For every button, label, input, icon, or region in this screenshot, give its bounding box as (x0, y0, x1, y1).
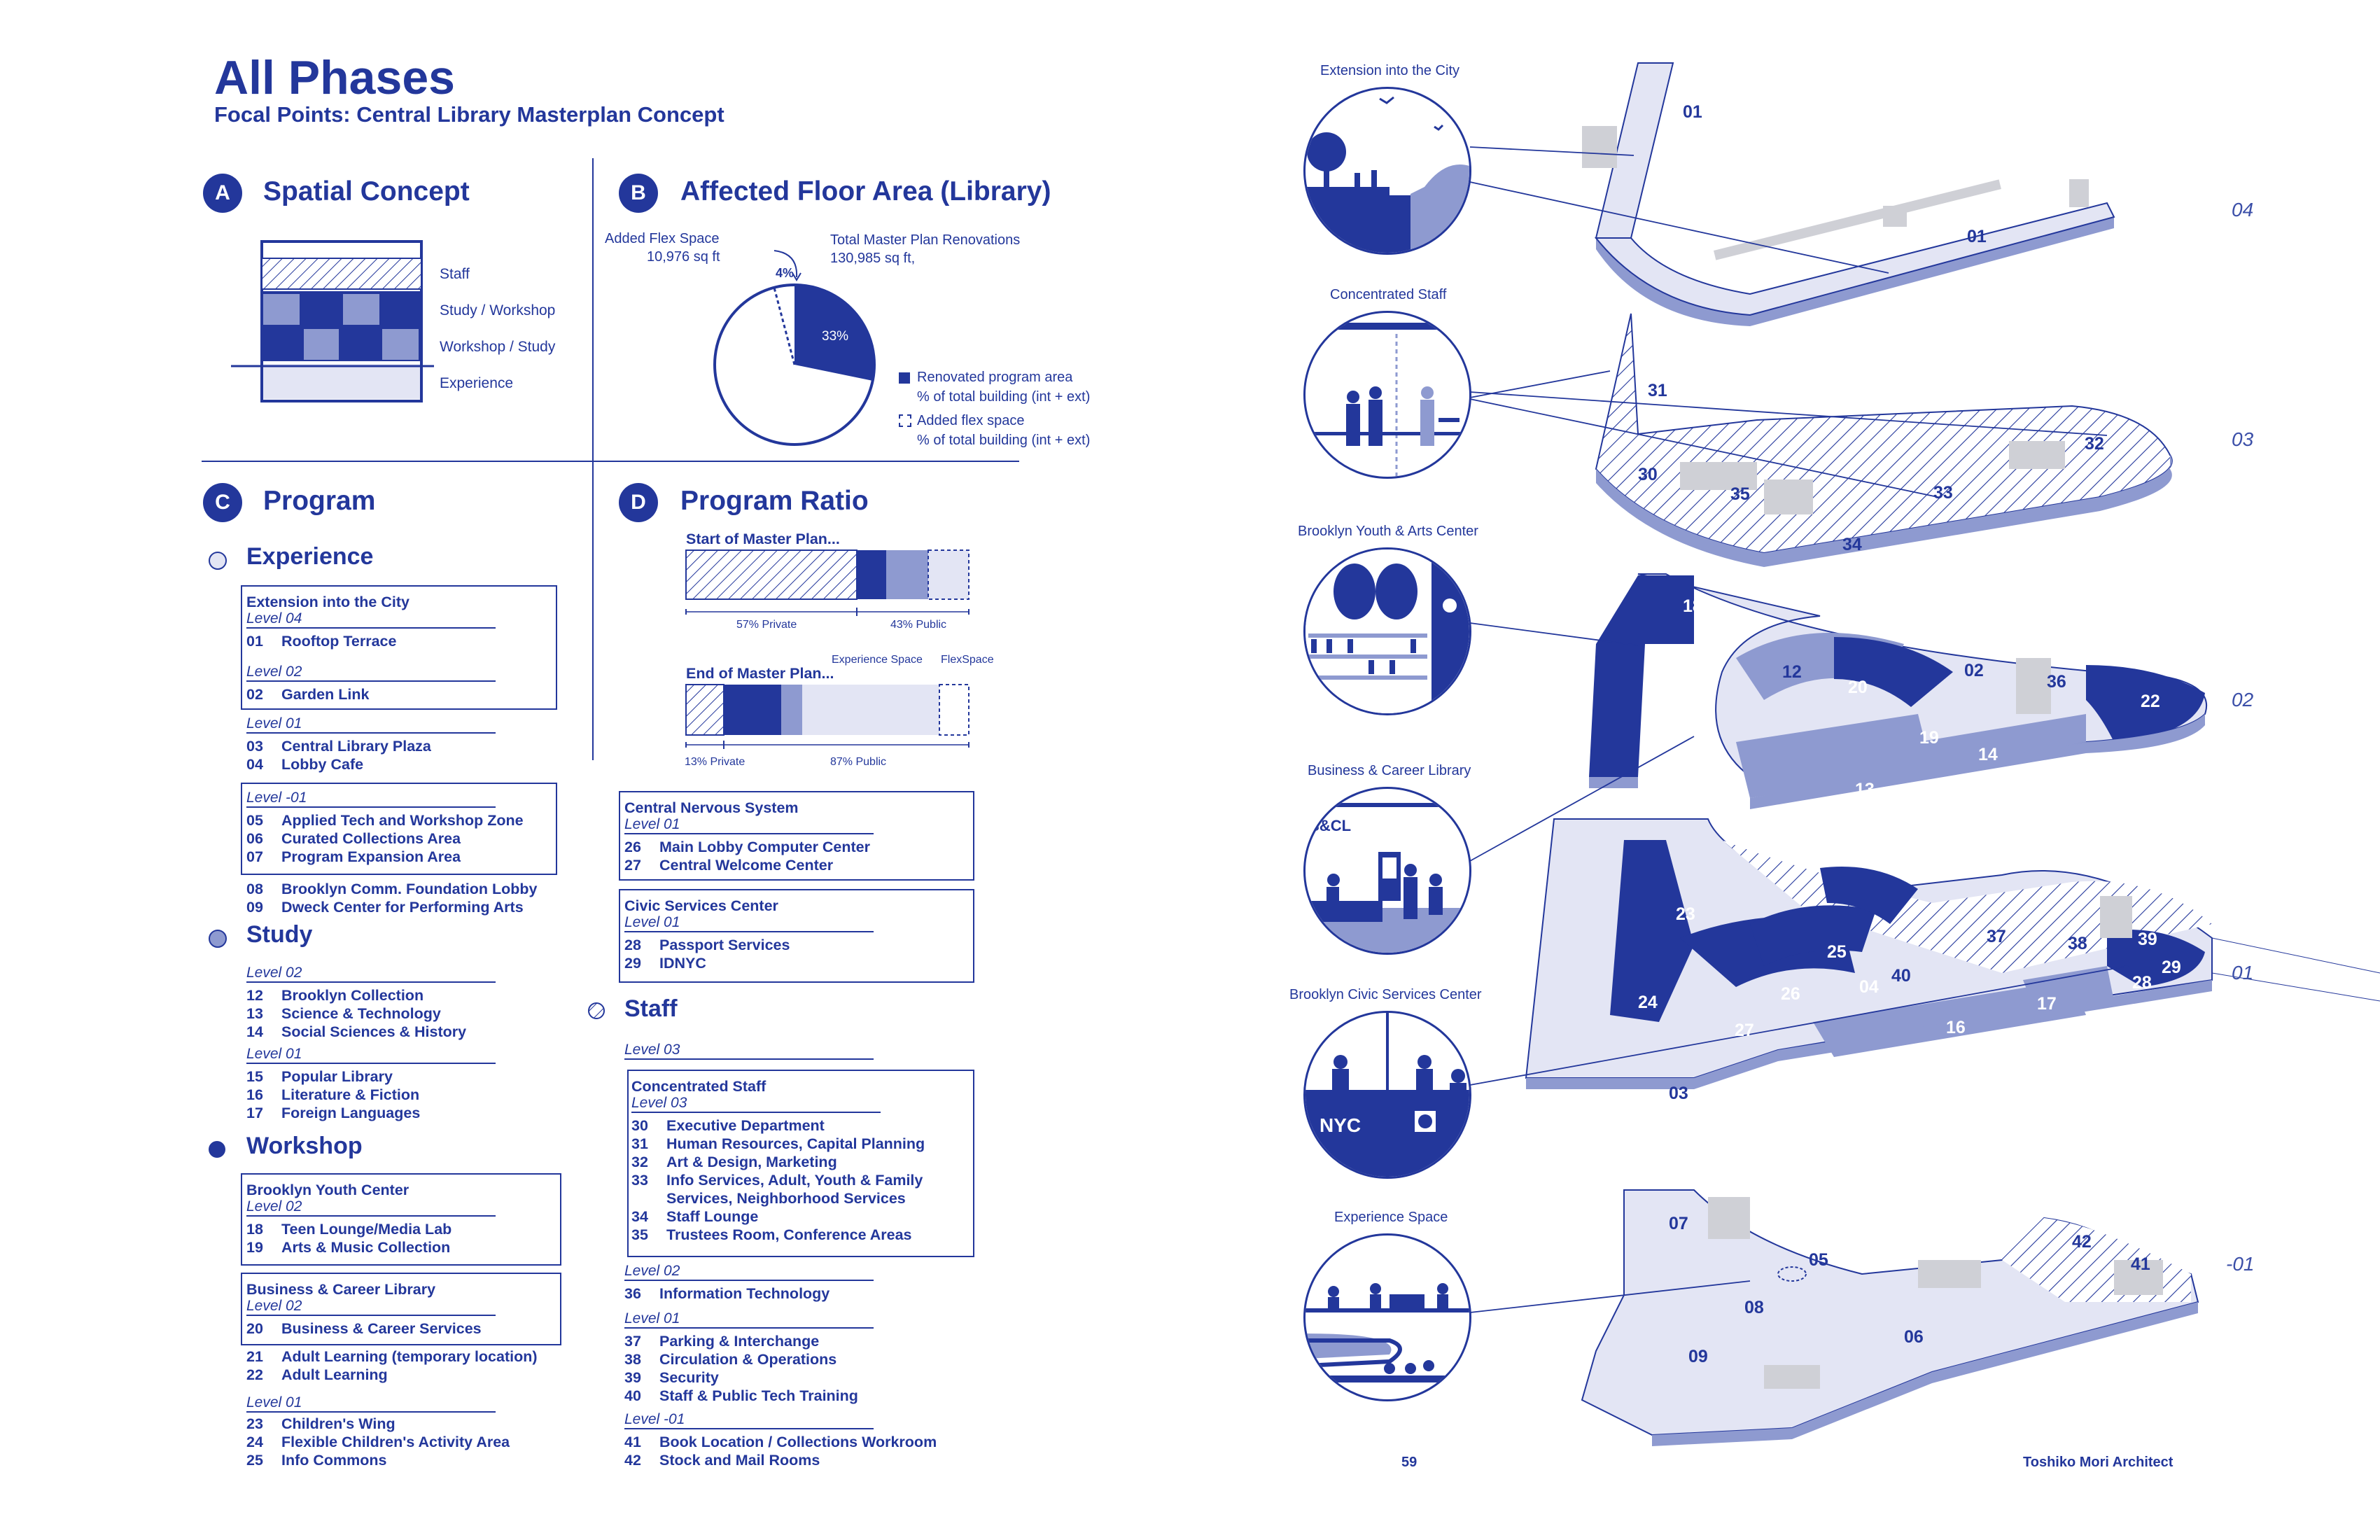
program-row-17: 17 Foreign Languages (246, 1105, 421, 1121)
floor-number-16: 16 (1946, 1018, 1966, 1037)
concentrated-staff-title: Concentrated Staff (631, 1078, 766, 1095)
program-row-35: 35 Trustees Room, Conference Areas (631, 1226, 912, 1243)
level-label: Level 02 (624, 1263, 680, 1279)
level-label-04: 04 (2232, 199, 2254, 220)
ratio-end-public: 87% Public (830, 756, 887, 768)
ratio-flex-label: FlexSpace (941, 654, 994, 666)
floor-number-25: 25 (1827, 942, 1847, 962)
floor-number-26: 26 (1781, 984, 1800, 1004)
total-renovations-value: 130,985 sq ft, (830, 251, 916, 266)
program-row-15: 15 Popular Library (246, 1068, 393, 1085)
study-dot (209, 930, 227, 948)
program-row-06: 06 Curated Collections Area (246, 830, 461, 847)
legend-experience: Experience (440, 375, 514, 391)
program-row-38: 38 Circulation & Operations (624, 1351, 837, 1368)
program-row-07: 07 Program Expansion Area (246, 848, 461, 865)
floor-number-01: 01 (1967, 227, 1987, 246)
floor-number-37: 37 (1987, 927, 2006, 946)
floor-number-17: 17 (2037, 994, 2057, 1014)
youth-center-title: Brooklyn Youth Center (246, 1182, 410, 1198)
axonometric-floors (1302, 42, 2380, 1456)
floor-number-34: 34 (1842, 535, 1862, 554)
vignette-youth (1303, 547, 1471, 715)
level-label: Level 02 (246, 965, 302, 981)
level-label: Level 01 (624, 1310, 680, 1326)
floor-number-31: 31 (1648, 381, 1667, 400)
section-b-badge: B (619, 174, 658, 213)
workshop-title: Workshop (246, 1133, 363, 1159)
ratio-end-bar (685, 682, 990, 759)
floor-number-20: 20 (1848, 678, 1868, 697)
program-row-29: 29 IDNYC (624, 955, 706, 972)
floor-number-27: 27 (1735, 1021, 1754, 1040)
floor-number-03: 03 (1669, 1084, 1688, 1103)
program-row-18: 18 Teen Lounge/Media Lab (246, 1221, 452, 1238)
level-label: Level 02 (246, 1198, 302, 1214)
program-row-20: 20 Business & Career Services (246, 1320, 482, 1337)
level-label: Level 04 (246, 610, 302, 626)
floor-number-12: 12 (1782, 662, 1802, 682)
pie-label-flex: 4% (776, 266, 794, 280)
program-row-42: 42 Stock and Mail Rooms (624, 1452, 820, 1469)
level-label-03: 03 (2232, 428, 2254, 450)
floor-number-01: 01 (1683, 102, 1702, 122)
floor-number-13: 13 (1855, 780, 1875, 799)
level-label: Level -01 (246, 790, 307, 806)
legend-flex-label: Added flex space (917, 413, 1025, 428)
floor-number-40: 40 (1891, 966, 1911, 986)
spatial-concept-diagram (231, 238, 434, 406)
ratio-end-private: 13% Private (685, 756, 746, 768)
level-label-02: 02 (2232, 689, 2254, 710)
ratio-start-bar (685, 547, 990, 624)
experience-dot (209, 552, 227, 570)
program-row-21: 21 Adult Learning (temporary location) (246, 1348, 538, 1365)
workshop-dot (209, 1141, 225, 1158)
level-label: Level 01 (246, 715, 302, 732)
legend-renovated-label: Renovated program area (917, 370, 1073, 385)
floor-number-18: 18 (1683, 596, 1702, 616)
program-row-09: 09 Dweck Center for Performing Arts (246, 899, 524, 916)
program-row-24: 24 Flexible Children's Activity Area (246, 1434, 510, 1450)
section-c-badge: C (203, 483, 242, 522)
ratio-end-label: End of Master Plan... (686, 665, 834, 682)
floor-number-35: 35 (1730, 484, 1750, 504)
vignette-business (1303, 787, 1471, 955)
section-c-title: Program (263, 486, 376, 516)
floor-number-42: 42 (2072, 1232, 2092, 1252)
floor-number-08: 08 (1744, 1298, 1764, 1317)
program-row-33-cont: Services, Neighborhood Services (666, 1190, 906, 1207)
divider-vertical (592, 158, 594, 760)
floor-number-22: 22 (2141, 692, 2160, 711)
vignette-extension (1303, 87, 1471, 255)
program-row-33: 33 Info Services, Adult, Youth & Family (631, 1172, 923, 1189)
vignette-title-extension: Extension into the City (1320, 63, 1460, 78)
legend-workshop-study: Workshop / Study (440, 339, 556, 355)
program-row-40: 40 Staff & Public Tech Training (624, 1387, 858, 1404)
vignette-title-experience: Experience Space (1334, 1210, 1448, 1225)
section-d-title: Program Ratio (680, 486, 869, 516)
floor-number-28: 28 (2132, 973, 2152, 993)
ratio-start-public: 43% Public (890, 619, 947, 631)
floor-number-39: 39 (2138, 930, 2157, 949)
program-row-02: 02 Garden Link (246, 686, 370, 703)
program-row-03: 03 Central Library Plaza (246, 738, 431, 755)
legend-flex-sub: % of total building (int + ext) (917, 433, 1091, 448)
vignette-experience (1303, 1233, 1471, 1401)
floor-number-09: 09 (1688, 1347, 1708, 1366)
vignette-title-youth: Brooklyn Youth & Arts Center (1298, 524, 1478, 539)
floor-02 (1589, 574, 2206, 809)
vignette-title-staff: Concentrated Staff (1330, 287, 1447, 302)
vignette-title-civic: Brooklyn Civic Services Center (1289, 987, 1482, 1002)
level-label: Level 01 (246, 1046, 302, 1062)
staff-dot (587, 1001, 606, 1021)
floor-area-pie (707, 237, 896, 447)
civic-title: Civic Services Center (624, 897, 778, 914)
program-row-13: 13 Science & Technology (246, 1005, 441, 1022)
legend-study-workshop: Study / Workshop (440, 302, 556, 318)
floor-01 (1526, 819, 2380, 1089)
program-row-28: 28 Passport Services (624, 937, 790, 953)
level-label: Level 03 (631, 1095, 687, 1111)
program-row-12: 12 Brooklyn Collection (246, 987, 424, 1004)
level-label: Level 02 (246, 1298, 302, 1314)
legend-renovated-sub: % of total building (int + ext) (917, 389, 1091, 405)
legend-staff: Staff (440, 266, 470, 282)
business-library-title: Business & Career Library (246, 1281, 436, 1298)
flex-space-label: Added Flex Space (605, 231, 720, 246)
program-row-05: 05 Applied Tech and Workshop Zone (246, 812, 524, 829)
staff-title: Staff (624, 995, 678, 1022)
vignette-title-business: Business & Career Library (1308, 763, 1471, 778)
level-label-m01: -01 (2226, 1253, 2255, 1275)
idnyc-logo: NYC (1320, 1114, 1362, 1136)
program-row-25: 25 Info Commons (246, 1452, 387, 1469)
level-label: Level -01 (624, 1411, 685, 1427)
flex-space-value: 10,976 sq ft (647, 249, 720, 265)
floor-number-07: 07 (1669, 1214, 1688, 1233)
program-row-27: 27 Central Welcome Center (624, 857, 834, 874)
program-row-37: 37 Parking & Interchange (624, 1333, 820, 1350)
program-row-14: 14 Social Sciences & History (246, 1023, 467, 1040)
floor-number-41: 41 (2131, 1254, 2150, 1274)
floor-number-24: 24 (1638, 993, 1658, 1012)
level-label: Level 03 (624, 1042, 680, 1058)
level-label: Level 01 (624, 914, 680, 930)
floor-number-29: 29 (2162, 958, 2181, 977)
floor-04 (1582, 63, 2114, 326)
program-row-23: 23 Children's Wing (246, 1415, 396, 1432)
program-row-31: 31 Human Resources, Capital Planning (631, 1135, 925, 1152)
program-row-34: 34 Staff Lounge (631, 1208, 759, 1225)
section-a-title: Spatial Concept (263, 176, 470, 206)
pie-label-renovated: 33% (822, 329, 849, 344)
level-label: Level 01 (624, 816, 680, 832)
business-logo: B&CL (1308, 817, 1352, 834)
floor-number-38: 38 (2068, 934, 2087, 953)
program-row-01: 01 Rooftop Terrace (246, 633, 397, 650)
level-label-01: 01 (2232, 962, 2254, 983)
ratio-start-private: 57% Private (736, 619, 797, 631)
vignette-staff (1303, 311, 1471, 479)
ratio-start-label: Start of Master Plan... (686, 531, 840, 547)
floor-number-21: 21 (1642, 731, 1662, 750)
floor-number-06: 06 (1904, 1327, 1924, 1347)
program-row-41: 41 Book Location / Collections Workroom (624, 1434, 937, 1450)
program-row-04: 04 Lobby Cafe (246, 756, 364, 773)
divider-horizontal (202, 461, 1019, 462)
section-d-badge: D (619, 483, 658, 522)
page-subtitle: Focal Points: Central Library Masterplan Concept (214, 102, 724, 127)
total-renovations-label: Total Master Plan Renovations (830, 232, 1021, 248)
page-title: All Phases (214, 51, 455, 104)
legend-renovated-swatch (899, 372, 910, 384)
level-label: Level 02 (246, 664, 302, 680)
floor-number-19: 19 (1919, 728, 1939, 748)
program-row-08: 08 Brooklyn Comm. Foundation Lobby (246, 881, 538, 897)
program-row-36: 36 Information Technology (624, 1285, 830, 1302)
extension-title: Extension into the City (246, 594, 410, 610)
floor-number-23: 23 (1676, 904, 1695, 924)
floor-number-05: 05 (1809, 1250, 1828, 1270)
program-row-22: 22 Adult Learning (246, 1366, 388, 1383)
floor-number-02: 02 (1964, 661, 1984, 680)
page-number: 59 (1401, 1455, 1418, 1470)
section-a-badge: A (203, 174, 242, 213)
floor-number-19: 19 (1656, 692, 1676, 711)
level-label: Level 01 (246, 1394, 302, 1410)
cns-title: Central Nervous System (624, 799, 799, 816)
legend-flex-swatch (899, 414, 911, 427)
floor-number-15: 15 (1802, 1061, 1821, 1081)
vignette-civic (1303, 1011, 1471, 1179)
floor-number-32: 32 (2085, 434, 2104, 454)
section-b-title: Affected Floor Area (Library) (680, 176, 1051, 206)
firm-name: Toshiko Mori Architect (2023, 1455, 2174, 1470)
program-row-39: 39 Security (624, 1369, 719, 1386)
experience-title: Experience (246, 543, 374, 570)
ratio-exp-label: Experience Space (832, 654, 923, 666)
program-row-32: 32 Art & Design, Marketing (631, 1154, 837, 1170)
floor-number-30: 30 (1638, 465, 1658, 484)
floor-number-33: 33 (1933, 483, 1953, 503)
floor-number-04: 04 (1859, 977, 1879, 997)
floor-number-14: 14 (1978, 745, 1998, 764)
program-row-26: 26 Main Lobby Computer Center (624, 839, 871, 855)
program-row-30: 30 Executive Department (631, 1117, 825, 1134)
program-row-19: 19 Arts & Music Collection (246, 1239, 451, 1256)
study-title: Study (246, 921, 313, 948)
floor-number-36: 36 (2047, 672, 2066, 692)
program-row-16: 16 Literature & Fiction (246, 1086, 420, 1103)
